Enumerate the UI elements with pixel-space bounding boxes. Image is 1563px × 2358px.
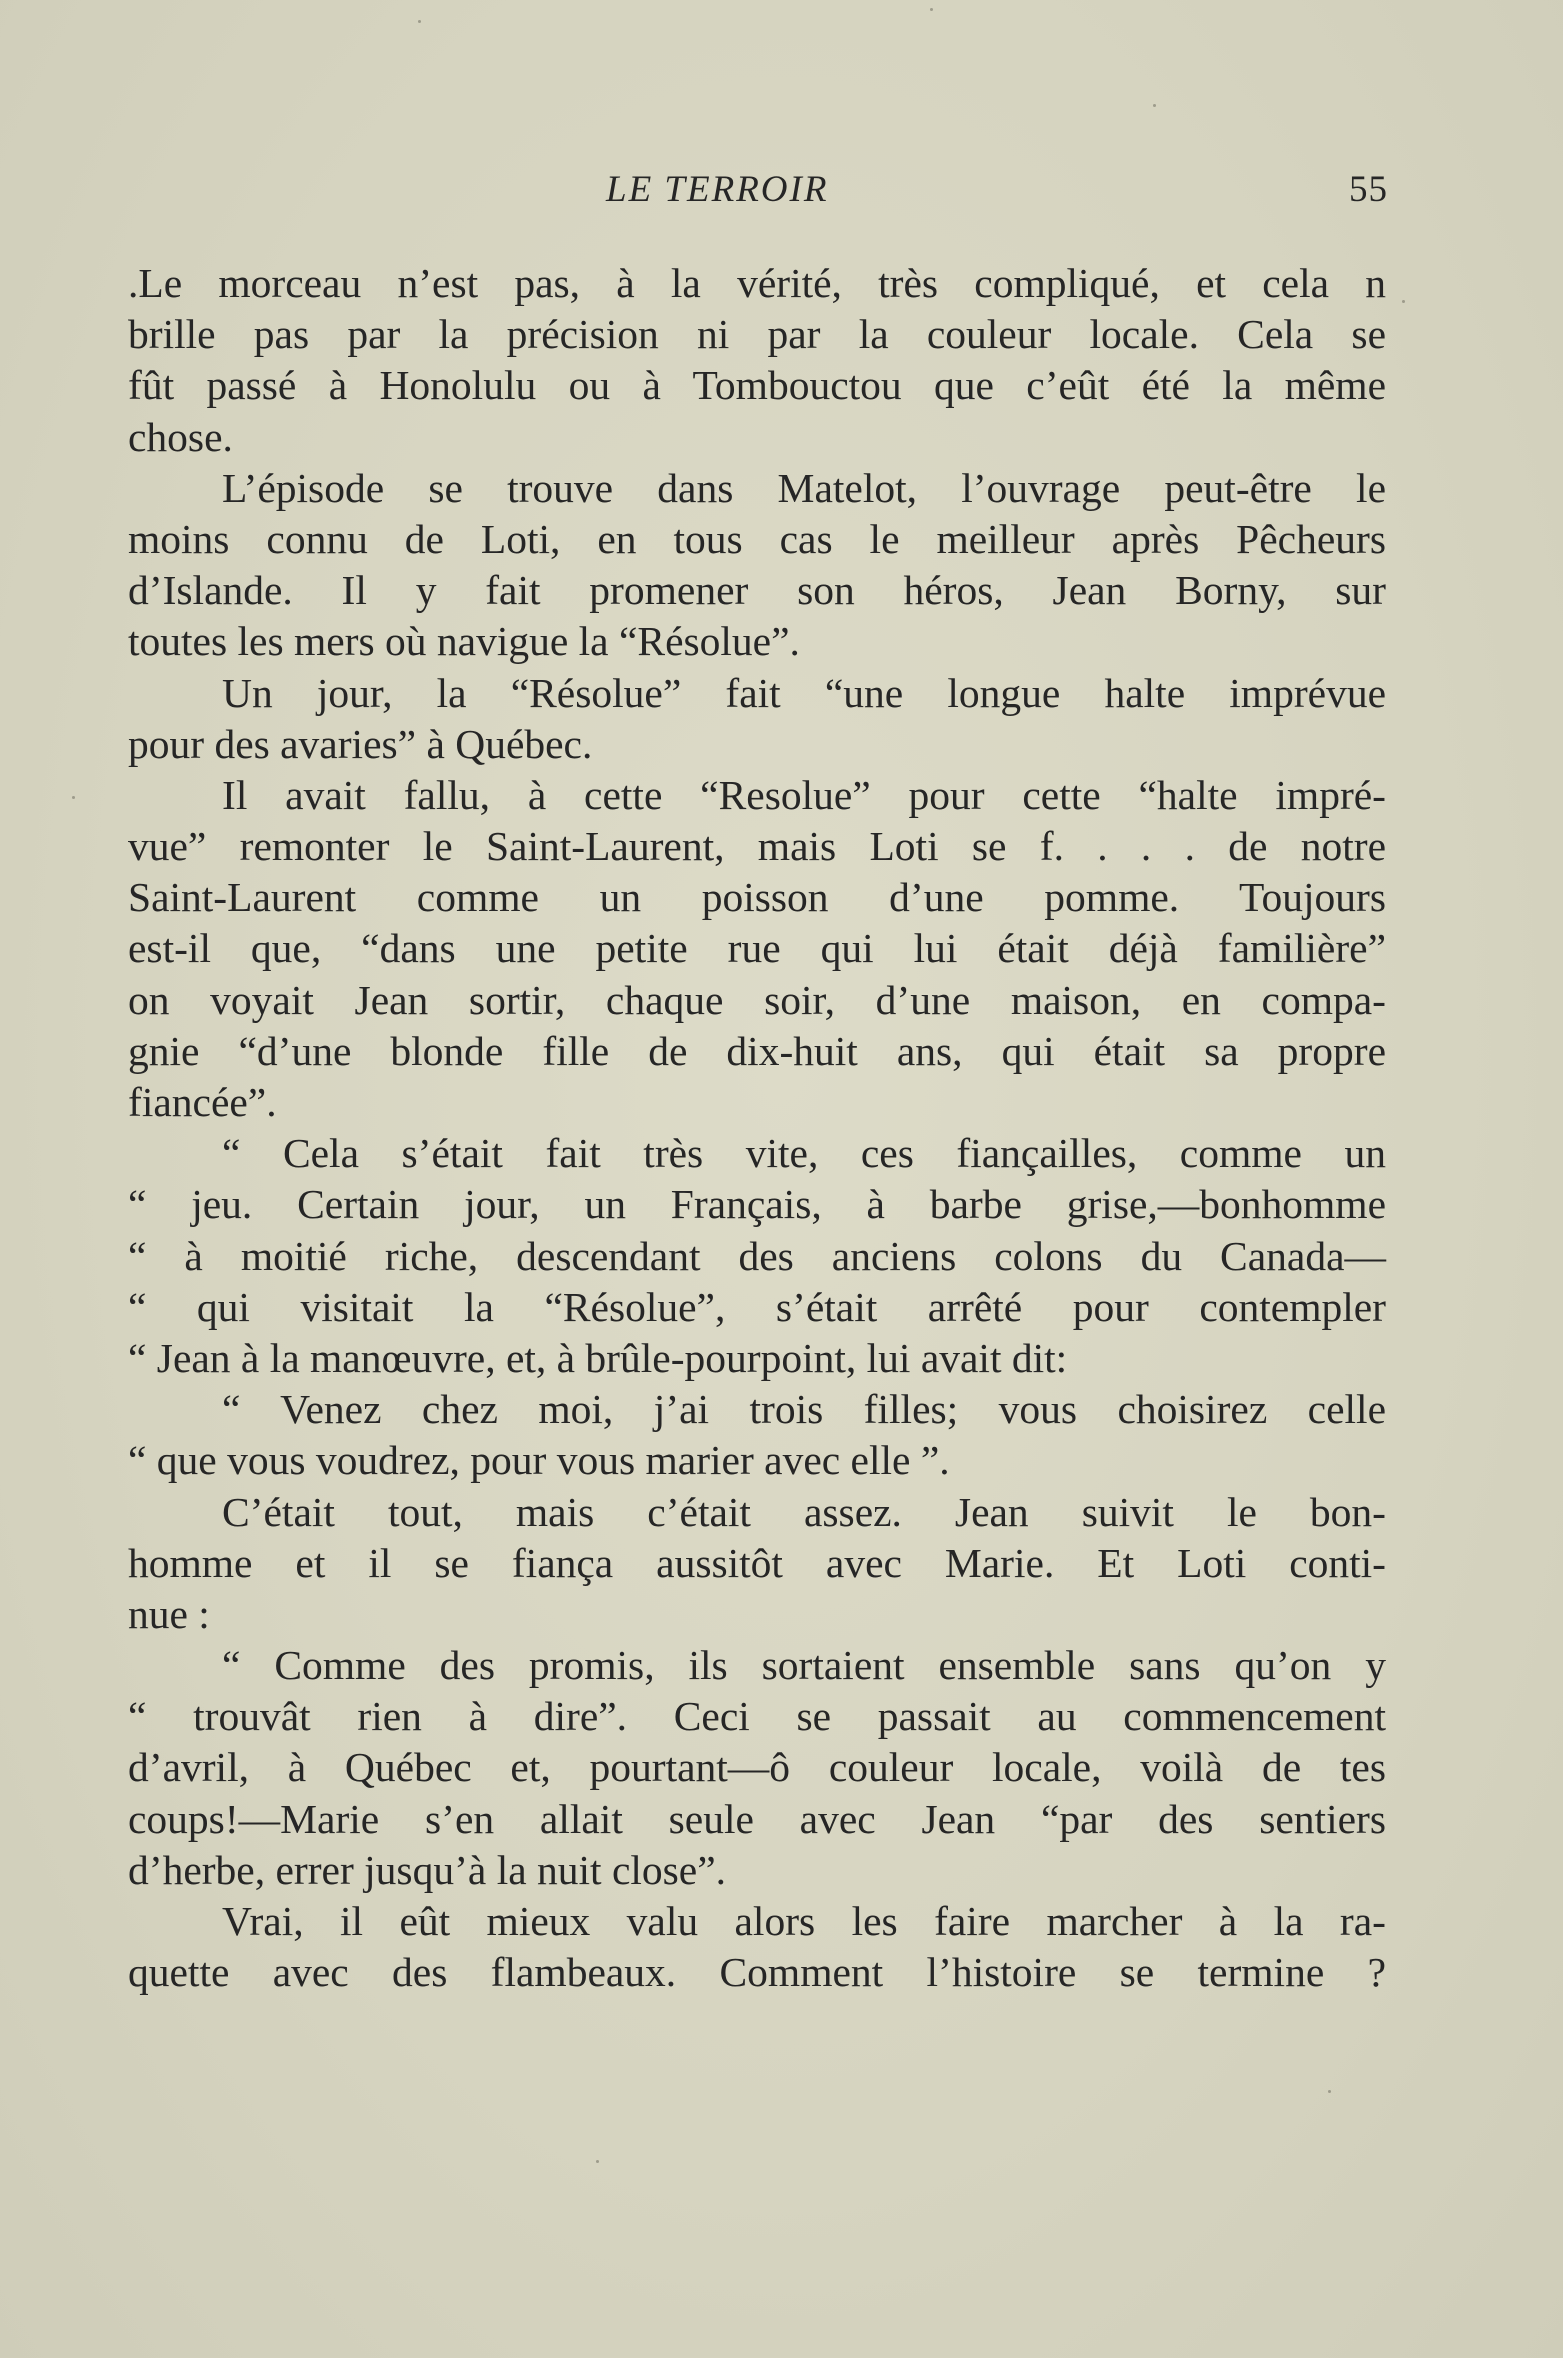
text-line: on voyait Jean sortir, chaque soir, d’une maison, en compa- [128, 976, 1386, 1023]
text-line: “ jeu. Certain jour, un Français, à barbe grise,—bonhomme [128, 1181, 1386, 1228]
text-line: fût passé à Honolulu ou à Tombouctou que c’eût été la même [128, 362, 1386, 409]
text-line: d’avril, à Québec et, pourtant—ô couleur locale, voilà de tes [128, 1744, 1386, 1791]
text-line: Saint-Laurent comme un poisson d’une pomme. Toujours [128, 874, 1386, 921]
text-line: “ que vous voudrez, pour vous marier avec elle ”. [128, 1437, 950, 1484]
text-line: chose. [128, 413, 233, 460]
text-line: C’était tout, mais c’était assez. Jean suivit le bon- [222, 1488, 1386, 1535]
text-line: nue : [128, 1590, 210, 1637]
text-line: est-il que, “dans une petite rue qui lui était déjà familière” [128, 925, 1386, 972]
text-line: Vrai, il eût mieux valu alors les faire marcher à la ra- [222, 1898, 1386, 1944]
paper-speck [1328, 2090, 1331, 2093]
text-line: “ Venez chez moi, j’ai trois filles; vous choisirez celle [222, 1386, 1386, 1433]
text-line: .Le morceau n’est pas, à la vérité, très compliqué, et cela n [128, 260, 1386, 306]
paper-speck [72, 796, 75, 799]
paper-speck [1153, 104, 1156, 107]
text-line: d’Islande. Il y fait promener son héros, Jean Borny, sur [128, 567, 1386, 614]
text-line: “ à moitié riche, descendant des anciens colons du Canada— [128, 1232, 1386, 1279]
text-line: quette avec des flambeaux. Comment l’histoire se termine ? [128, 1949, 1386, 1996]
text-line: Un jour, la “Résolue” fait “une longue halte imprévue [222, 669, 1386, 716]
text-line: gnie “d’une blonde fille de dix-huit ans, qui était sa propre [128, 1027, 1386, 1074]
text-line: “ Comme des promis, ils sortaient ensemble sans qu’on y [222, 1642, 1386, 1689]
text-line: pour des avaries” à Québec. [128, 720, 593, 767]
text-line: “ Jean à la manœuvre, et, à brûle-pourpoint, lui avait dit: [128, 1334, 1068, 1381]
text-line: coups!—Marie s’en allait seule avec Jean “par des sentiers [128, 1795, 1386, 1842]
paper-speck [930, 8, 933, 11]
text-line: moins connu de Loti, en tous cas le meilleur après Pêcheurs [128, 515, 1386, 562]
text-line: L’épisode se trouve dans Matelot, l’ouvrage peut-être le [222, 464, 1386, 511]
text-line: vue” remonter le Saint-Laurent, mais Loti se f. . . . de notre [128, 823, 1386, 870]
text-line: “ Cela s’était fait très vite, ces fiançailles, comme un [222, 1130, 1386, 1177]
text-line: fiancée”. [128, 1079, 277, 1125]
page-number: 55 [1349, 169, 1388, 210]
text-line: Il avait fallu, à cette “Resolue” pour cette “halte impré- [222, 771, 1386, 818]
paper-speck [596, 2160, 599, 2163]
paper-speck [418, 20, 421, 23]
text-line: homme et il se fiança aussitôt avec Marie. Et Loti conti- [128, 1539, 1386, 1586]
text-line: “ trouvât rien à dire”. Ceci se passait au commencement [128, 1693, 1386, 1740]
text-line: d’herbe, errer jusqu’à la nuit close”. [128, 1846, 727, 1893]
paper-speck [1402, 300, 1405, 303]
running-title: LE TERROIR [606, 169, 829, 210]
page-header [128, 168, 1388, 218]
text-line: “ qui visitait la “Résolue”, s’était arrêté pour contempler [128, 1283, 1386, 1330]
body-text [128, 258, 1386, 1998]
text-line: toutes les mers où navigue la “Résolue”. [128, 618, 800, 665]
text-line: brille pas par la précision ni par la couleur locale. Cela se [128, 311, 1386, 358]
